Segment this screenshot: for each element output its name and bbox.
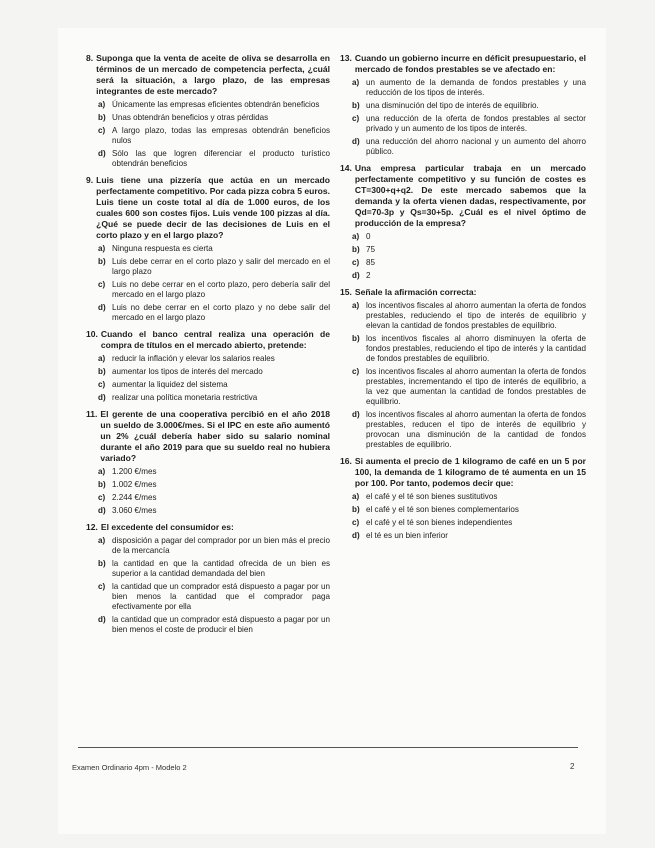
option-letter: b) bbox=[352, 505, 360, 514]
question bbox=[86, 329, 330, 403]
question-number: 13. bbox=[340, 53, 352, 63]
option-letter: a) bbox=[352, 78, 360, 87]
option-letter: d) bbox=[352, 410, 360, 419]
option-text: Unas obtendrán beneficios y otras pérdidas bbox=[112, 113, 269, 122]
answer-options bbox=[352, 492, 586, 541]
answer-options bbox=[352, 232, 586, 281]
option-text: una disminución del tipo de interés de equilibrio. bbox=[366, 101, 539, 110]
option-text: 2.244 €/mes bbox=[112, 493, 157, 502]
answer-option bbox=[98, 493, 330, 503]
answer-option bbox=[352, 334, 586, 364]
option-text: el café y el té son bienes independientes bbox=[366, 518, 513, 527]
answer-option bbox=[352, 232, 586, 242]
option-letter: b) bbox=[98, 257, 106, 266]
answer-option bbox=[352, 301, 586, 331]
option-text: Luis no debe cerrar en el corto plazo y no debe salir del mercado en el largo plazo bbox=[112, 303, 330, 322]
answer-option bbox=[98, 480, 330, 490]
question bbox=[340, 53, 586, 157]
option-text: los incentivos fiscales al ahorro aumentan la oferta de fondos prestables, incrementando el tipo de interés de equilibrio, a la vez que aumentan la cantidad de fondos prestables de equilibrio. bbox=[366, 367, 586, 406]
answer-option bbox=[98, 506, 330, 516]
answer-option bbox=[352, 531, 586, 541]
option-letter: c) bbox=[352, 518, 360, 527]
option-text: Únicamente las empresas eficientes obtendrán beneficios bbox=[112, 100, 320, 109]
question-number: 8. bbox=[86, 53, 94, 63]
question-text: Si aumenta el precio de 1 kilogramo de café en un 5 por 100, la demanda de 1 kilogramo de té aumenta en un 15 por 100. Por tanto, podemos decir que: bbox=[354, 456, 586, 488]
answer-option bbox=[352, 101, 586, 111]
option-letter: d) bbox=[98, 303, 106, 312]
answer-option bbox=[98, 367, 330, 377]
question-text: El excedente del consumidor es: bbox=[100, 522, 234, 532]
option-letter: d) bbox=[352, 271, 360, 280]
option-text: Luis debe cerrar en el corto plazo y salir del mercado en el largo plazo bbox=[112, 257, 330, 276]
option-letter: b) bbox=[352, 245, 360, 254]
question-stem bbox=[86, 53, 330, 97]
option-letter: b) bbox=[352, 101, 360, 110]
answer-option bbox=[352, 410, 586, 450]
answer-option bbox=[352, 367, 586, 407]
option-letter: a) bbox=[98, 536, 106, 545]
question-text: Cuando un gobierno incurre en déficit presupuestario, el mercado de fondos prestables se ve afectado en: bbox=[354, 53, 586, 74]
option-text: los incentivos fiscales al ahorro disminuyen la oferta de fondos prestables, reduciendo el tipo de interés y la cantidad de fondos prestables de equilibrio. bbox=[366, 334, 586, 363]
option-letter: d) bbox=[98, 506, 106, 515]
option-text: 2 bbox=[366, 271, 371, 280]
option-text: aumentar la liquidez del sistema bbox=[112, 380, 228, 389]
answer-options bbox=[98, 536, 330, 635]
option-text: una reducción de la oferta de fondos prestables al sector privado y un aumento de los tipos de interés. bbox=[366, 114, 586, 133]
option-text: A largo plazo, todas las empresas obtendrán beneficios nulos bbox=[112, 126, 330, 145]
answer-option bbox=[352, 114, 586, 134]
answer-option bbox=[98, 149, 330, 169]
question-stem bbox=[86, 329, 330, 351]
answer-option bbox=[98, 244, 330, 254]
answer-option bbox=[98, 113, 330, 123]
option-letter: b) bbox=[98, 367, 106, 376]
option-letter: a) bbox=[98, 100, 106, 109]
option-letter: d) bbox=[352, 531, 360, 540]
option-letter: c) bbox=[98, 126, 106, 135]
option-text: el café y el té son bienes sustitutivos bbox=[366, 492, 498, 501]
option-letter: a) bbox=[352, 492, 360, 501]
answer-option bbox=[98, 380, 330, 390]
question-number: 12. bbox=[86, 522, 98, 532]
answer-option bbox=[352, 518, 586, 528]
option-text: la cantidad en que la cantidad ofrecida de un bien es superior a la cantidad demandada del bien bbox=[112, 559, 330, 578]
answer-option bbox=[352, 492, 586, 502]
option-text: 0 bbox=[366, 232, 371, 241]
question-stem bbox=[340, 163, 586, 229]
question bbox=[86, 53, 330, 169]
answer-options bbox=[98, 100, 330, 169]
option-letter: c) bbox=[98, 380, 106, 389]
option-letter: d) bbox=[352, 137, 360, 146]
option-letter: a) bbox=[98, 467, 106, 476]
answer-option bbox=[98, 536, 330, 556]
question-stem bbox=[86, 175, 330, 241]
option-text: Luis no debe cerrar en el corto plazo, pero debería salir del mercado en el largo plazo bbox=[112, 280, 330, 299]
option-text: los incentivos fiscales al ahorro aumentan la oferta de fondos prestables, reducen el tipo de interés de equilibrio y provocan una disminución de la cantidad de fondos prestables de equilibrio. bbox=[366, 410, 586, 449]
question-text: El gerente de una cooperativa percibió en el año 2018 un sueldo de 3.000€/mes. Si el IPC en este año aumentó un 2% ¿cuál debería haber sido su salario nominal durante el año 2019 para que su sueldo real no hubiera variado? bbox=[100, 409, 330, 463]
answer-option bbox=[98, 615, 330, 635]
question-text: Cuando el banco central realiza una operación de compra de títulos en el mercado abierto, pretende: bbox=[100, 329, 330, 350]
question-stem bbox=[86, 522, 330, 533]
option-text: la cantidad que un comprador está dispuesto a pagar por un bien menos la cantidad que el comprador paga efectivamente por ella bbox=[112, 582, 330, 611]
question bbox=[86, 409, 330, 516]
option-letter: d) bbox=[98, 149, 106, 158]
option-text: 1.200 €/mes bbox=[112, 467, 157, 476]
question-number: 10. bbox=[86, 329, 98, 339]
option-text: realizar una política monetaria restrictiva bbox=[112, 393, 258, 402]
question-text: Suponga que la venta de aceite de oliva se desarrolla en términos de un mercado de competencia perfecta, ¿cuál será la situación, a largo plazo, de las empresas integrantes de este mercado? bbox=[96, 53, 330, 96]
option-letter: b) bbox=[352, 334, 360, 343]
option-letter: d) bbox=[98, 615, 106, 624]
option-text: un aumento de la demanda de fondos prestables y una reducción de los tipos de interés. bbox=[366, 78, 586, 97]
answer-option bbox=[98, 280, 330, 300]
answer-option bbox=[352, 505, 586, 515]
answer-option bbox=[352, 245, 586, 255]
answer-option bbox=[98, 393, 330, 403]
answer-option bbox=[98, 126, 330, 146]
option-text: aumentar los tipos de interés del mercado bbox=[112, 367, 263, 376]
option-text: 75 bbox=[366, 245, 376, 254]
option-text: Sólo las que logren diferenciar el producto turístico obtendrán beneficios bbox=[112, 149, 330, 168]
answer-options bbox=[98, 467, 330, 516]
option-text: reducir la inflación y elevar los salarios reales bbox=[112, 354, 275, 363]
question-number: 14. bbox=[340, 163, 352, 173]
answer-option bbox=[98, 559, 330, 579]
answer-option bbox=[352, 271, 586, 281]
question bbox=[340, 163, 586, 281]
option-text: 1.002 €/mes bbox=[112, 480, 157, 489]
option-letter: a) bbox=[98, 244, 106, 253]
answer-option bbox=[98, 100, 330, 110]
option-letter: b) bbox=[98, 559, 106, 568]
option-text: la cantidad que un comprador está dispuesto a pagar por un bien menos el coste de producir el bien bbox=[112, 615, 330, 634]
answer-option bbox=[98, 582, 330, 612]
answer-options bbox=[352, 301, 586, 450]
answer-options bbox=[352, 78, 586, 157]
option-text: el café y el té son bienes complementarios bbox=[366, 505, 519, 514]
question bbox=[86, 522, 330, 635]
answer-option bbox=[352, 78, 586, 98]
answer-option bbox=[352, 137, 586, 157]
option-letter: c) bbox=[98, 582, 106, 591]
answer-option bbox=[98, 467, 330, 477]
question-stem bbox=[340, 287, 586, 298]
option-text: los incentivos fiscales al ahorro aumentan la oferta de fondos prestables, reduciendo el tipo de interés de equilibrio y elevan la cantidad de fondos prestables de equilibrio. bbox=[366, 301, 586, 330]
question-number: 9. bbox=[86, 175, 94, 185]
option-letter: c) bbox=[352, 367, 360, 376]
question-number: 11. bbox=[86, 409, 98, 419]
question-stem bbox=[86, 409, 330, 464]
question-stem bbox=[340, 456, 586, 489]
page-number: 2 bbox=[570, 762, 575, 771]
question bbox=[86, 175, 330, 323]
question-text: Señale la afirmación correcta: bbox=[354, 287, 477, 297]
option-text: Ninguna respuesta es cierta bbox=[112, 244, 213, 253]
answer-option bbox=[352, 258, 586, 268]
option-text: 3.060 €/mes bbox=[112, 506, 157, 515]
footer-exam-label: Examen Ordinario 4pm - Modelo 2 bbox=[72, 763, 187, 772]
left-column bbox=[86, 53, 330, 641]
question-number: 15. bbox=[340, 287, 352, 297]
question bbox=[340, 287, 586, 450]
option-letter: b) bbox=[98, 113, 106, 122]
option-letter: c) bbox=[98, 493, 106, 502]
right-column bbox=[340, 53, 586, 547]
option-text: una reducción del ahorro nacional y un aumento del ahorro público. bbox=[366, 137, 586, 156]
answer-option bbox=[98, 257, 330, 277]
option-letter: a) bbox=[352, 301, 360, 310]
option-letter: a) bbox=[352, 232, 360, 241]
option-letter: c) bbox=[352, 258, 360, 267]
answer-options bbox=[98, 244, 330, 323]
answer-option bbox=[98, 303, 330, 323]
option-letter: a) bbox=[98, 354, 106, 363]
question-number: 16. bbox=[340, 456, 352, 466]
option-text: disposición a pagar del comprador por un bien más el precio de la mercancía bbox=[112, 536, 330, 555]
footer-divider bbox=[78, 747, 578, 748]
option-letter: c) bbox=[352, 114, 360, 123]
option-text: el té es un bien inferior bbox=[366, 531, 448, 540]
answer-options bbox=[98, 354, 330, 403]
option-letter: d) bbox=[98, 393, 106, 402]
option-letter: b) bbox=[98, 480, 106, 489]
question-stem bbox=[340, 53, 586, 75]
question-text: Luis tiene una pizzería que actúa en un mercado perfectamente competitivo. Por cada pizza cobra 5 euros. Luis tiene un coste total al día de 1.000 euros, de los cuales 600 son costes fijos. Luis vende 100 pizzas al día. ¿Qué se puede decir de las decisiones de Luis en el corto plazo y en el largo plazo? bbox=[96, 175, 330, 240]
option-letter: c) bbox=[98, 280, 106, 289]
answer-option bbox=[98, 354, 330, 364]
question-text: Una empresa particular trabaja en un mercado perfectamente competitivo y su función de costes es CT=300+q+q2. De este mercado sabemos que la demanda y la oferta vienen dadas, respectivamente, por Qd=70-3p y Qs=30+5p. ¿Cuál es el nivel óptimo de producción de la empresa? bbox=[354, 163, 586, 228]
option-text: 85 bbox=[366, 258, 376, 267]
question bbox=[340, 456, 586, 541]
